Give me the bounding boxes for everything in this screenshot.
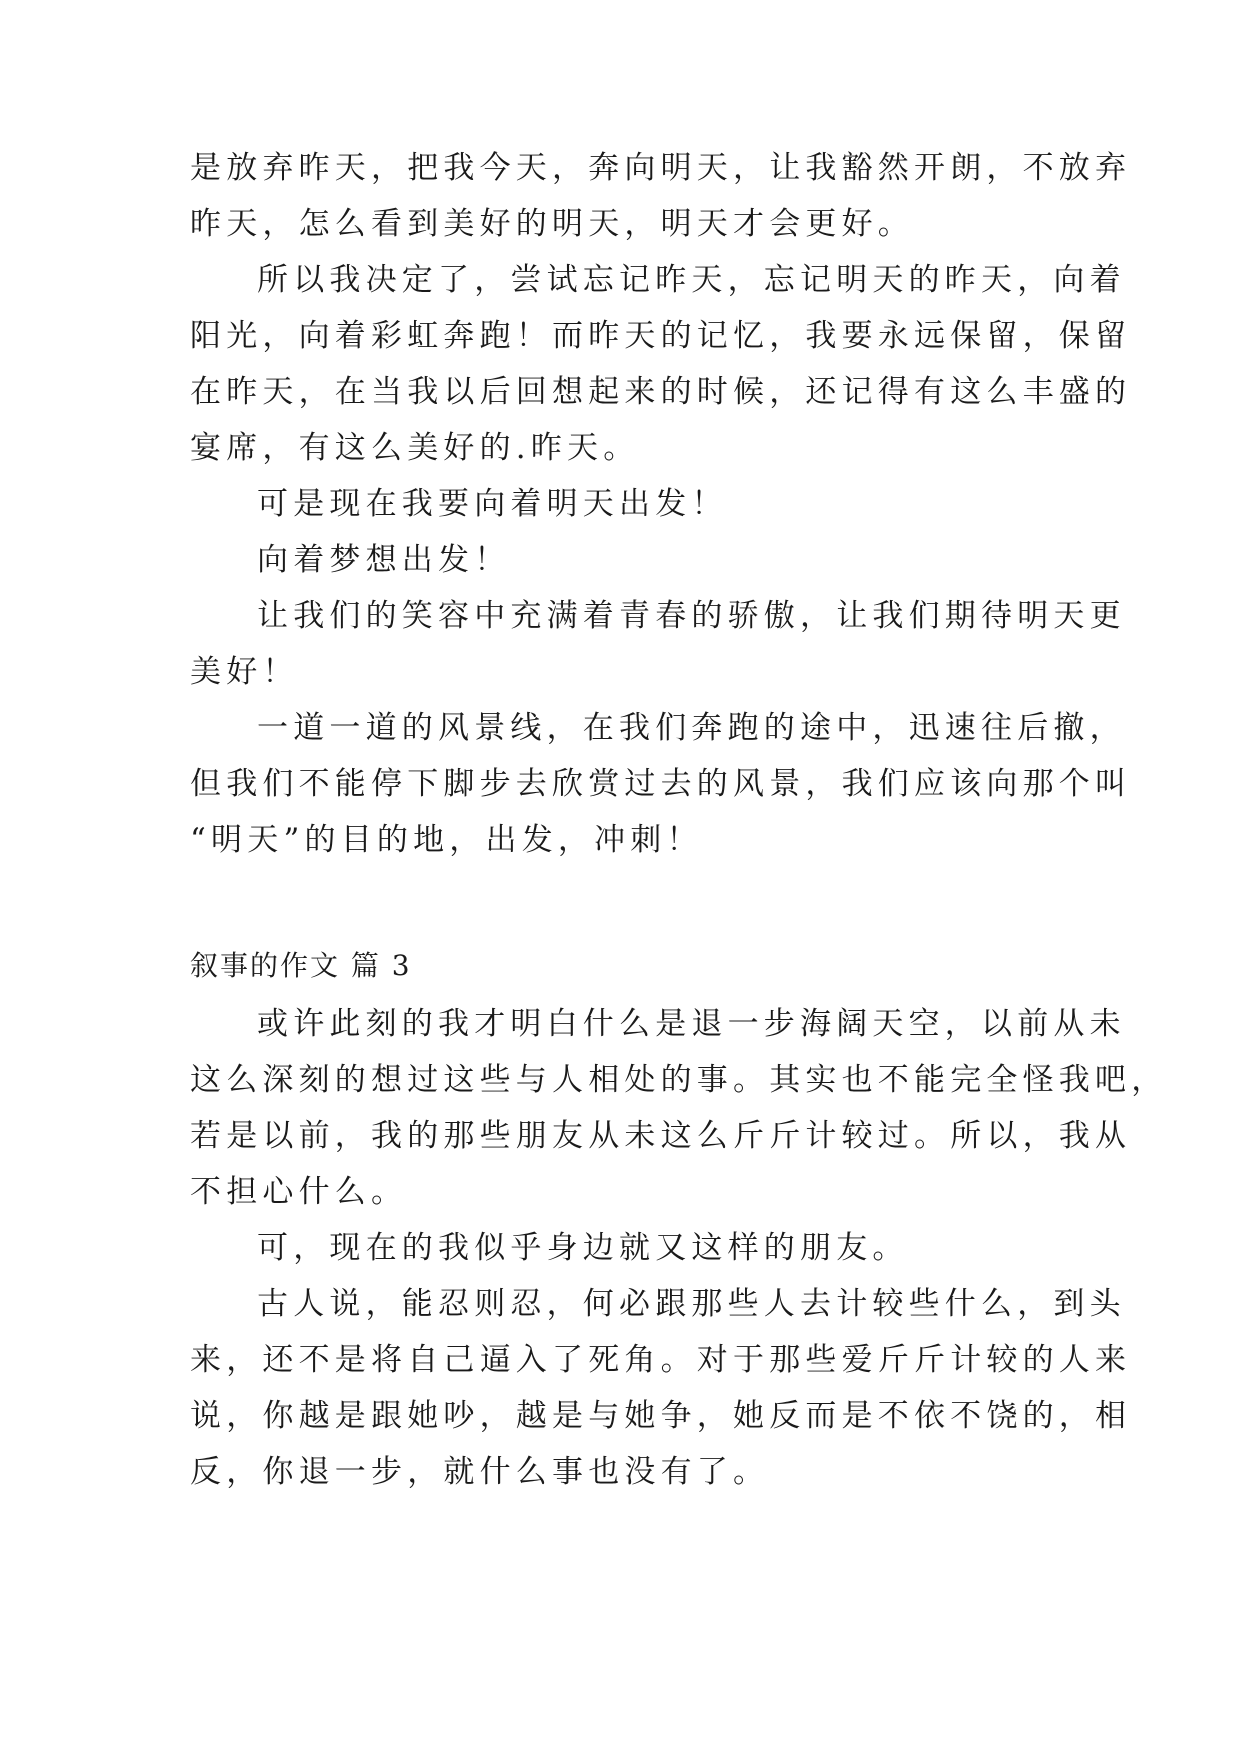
paragraph-6-line-3: “明天”的目的地，出发，冲刺！: [190, 822, 703, 858]
paragraph-4-line-1: 向着梦想出发！: [257, 542, 511, 578]
section-heading: 叙事的作文 篇 3: [190, 949, 412, 982]
paragraph-9-line-4: 反，你退一步，就什么事也没有了。: [190, 1454, 770, 1490]
paragraph-5-line-1: 让我们的笑容中充满着青春的骄傲，让我们期待明天更: [257, 598, 1126, 634]
paragraph-6-line-1: 一道一道的风景线，在我们奔跑的途中，迅速往后撤，: [257, 710, 1126, 746]
paragraph-1-line-1: 是放弃昨天，把我今天，奔向明天，让我豁然开朗，不放弃: [190, 150, 1132, 186]
paragraph-9-line-3: 说，你越是跟她吵，越是与她争，她反而是不依不饶的，相: [190, 1398, 1132, 1434]
paragraph-5-line-2: 美好！: [190, 654, 299, 690]
paragraph-7-line-4: 不担心什么。: [190, 1174, 408, 1210]
paragraph-7-line-3: 若是以前，我的那些朋友从未这么斤斤计较过。所以，我从: [190, 1118, 1132, 1154]
paragraph-2-line-3: 在昨天，在当我以后回想起来的时候，还记得有这么丰盛的: [190, 374, 1132, 410]
paragraph-7-line-2: 这么深刻的想过这些与人相处的事。其实也不能完全怪我吧，: [190, 1062, 1168, 1098]
paragraph-3-line-1: 可是现在我要向着明天出发！: [257, 486, 728, 522]
paragraph-9-line-2: 来，还不是将自己逼入了死角。对于那些爱斤斤计较的人来: [190, 1342, 1132, 1378]
paragraph-6-line-2: 但我们不能停下脚步去欣赏过去的风景，我们应该向那个叫: [190, 766, 1132, 802]
paragraph-2-line-2: 阳光，向着彩虹奔跑！而昨天的记忆，我要永远保留，保留: [190, 318, 1132, 354]
paragraph-8-line-1: 可，现在的我似乎身边就又这样的朋友。: [257, 1230, 909, 1266]
paragraph-1-line-2: 昨天，怎么看到美好的明天，明天才会更好。: [190, 206, 914, 242]
paragraph-9-line-1: 古人说，能忍则忍，何必跟那些人去计较些什么，到头: [257, 1286, 1126, 1322]
paragraph-2-line-4: 宴席，有这么美好的.昨天。: [190, 430, 640, 466]
paragraph-2-line-1: 所以我决定了，尝试忘记昨天，忘记明天的昨天，向着: [257, 262, 1126, 298]
paragraph-7-line-1: 或许此刻的我才明白什么是退一步海阔天空，以前从未: [257, 1006, 1126, 1042]
